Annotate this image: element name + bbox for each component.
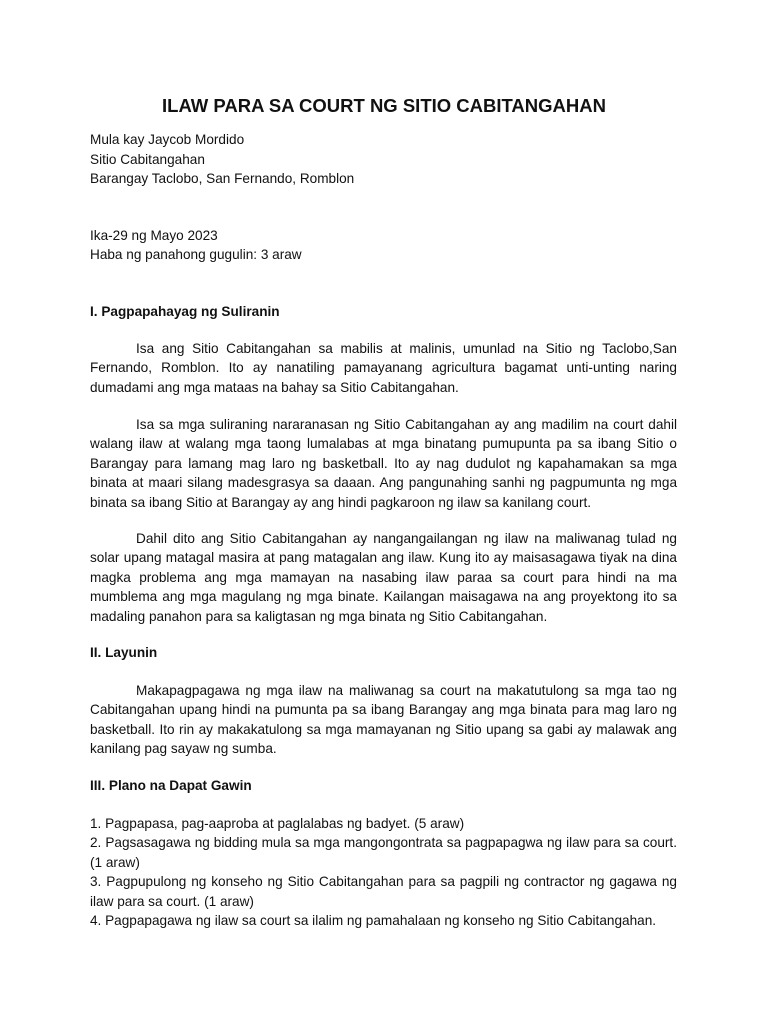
- document-title: ILAW PARA SA COURT NG SITIO CABITANGAHAN: [162, 95, 606, 116]
- section-heading-plan: III. Plano na Dapat Gawin: [90, 778, 252, 793]
- date-line: Ika-29 ng Mayo 2023: [90, 228, 218, 243]
- section-heading-problem: I. Pagpapahayag ng Suliranin: [90, 304, 280, 319]
- problem-paragraph-1: Isa ang Sitio Cabitangahan sa mabilis at malinis, umunlad na Sitio ng Taclobo,San Fernando, Romblon. Ito ay nanatiling pamayanang agricultura bagamat unti-unting naring dumadami ang mga mataas na bahay sa Sitio Cabitangahan.: [90, 341, 677, 395]
- plan-list-item: 2. Pagsasagawa ng bidding mula sa mga mangongontrata sa pagpapagwa ng ilaw para sa court. (1 araw): [90, 835, 677, 870]
- section-heading-objective: II. Layunin: [90, 645, 158, 660]
- sitio-line: Sitio Cabitangahan: [90, 152, 205, 167]
- plan-list-item: 3. Pagpupulong ng konseho ng Sitio Cabitangahan para sa pagpili ng contractor ng gagawa ng ilaw para sa court. (1 araw): [90, 874, 677, 909]
- plan-list-item: 4. Pagpapagawa ng ilaw sa court sa ilalim ng pamahalaan ng konseho ng Sitio Cabitangahan.: [90, 913, 657, 929]
- address-line: Barangay Taclobo, San Fernando, Romblon: [90, 171, 355, 186]
- plan-list: [90, 814, 677, 930]
- author-line: Mula kay Jaycob Mordido: [90, 132, 245, 147]
- objective-paragraph: Makapagpagawa ng mga ilaw na maliwanag sa court na makatutulong sa mga tao ng Cabitangahan upang hindi na pumunta pa sa ibang Barangay ang mga binata para mag laro ng basketball. Ito rin ay makakatulong sa mga mamayanan ng Sitio upang sa gabi ay malawak ang kanilang pag sayaw ng sumba.: [90, 683, 677, 757]
- duration-line: Haba ng panahong gugulin: 3 araw: [90, 247, 302, 262]
- problem-paragraph-3: Dahil dito ang Sitio Cabitangahan ay nangangailangan ng ilaw na maliwanag tulad ng solar upang matagal masira at pang matagalan ang ilaw. Kung ito ay maisasagawa tiyak na dina magka problema ang mga mamayan na nasabing ilaw paraa sa court para hindi na ma mumblema ang mga magulang ng mga binate. Kailangan maisagawa na ang proyektong ito sa madaling panahon para sa kaligtasan ng mga binata ng Sitio Cabitangahan.: [90, 531, 677, 624]
- problem-paragraph-2: Isa sa mga suliraning nararanasan ng Sitio Cabitangahan ay ang madilim na court dahil walang ilaw at walang mga taong lumalabas at mga binatang pumupunta pa sa ibang Sitio o Barangay para lamang mag laro ng basketball. Ito ay nag dudulot ng kapahamakan sa mga binata at maari silang madesgrasya sa daaan. Ang pangunahing sanhi ng pagpumunta ng mga binata sa ibang Sitio at Barangay ay ang hindi pagkaroon ng ilaw sa kanilang court.: [90, 417, 677, 510]
- plan-list-item: 1. Pagpapasa, pag-aaproba at paglalabas ng badyet. (5 araw): [90, 816, 465, 831]
